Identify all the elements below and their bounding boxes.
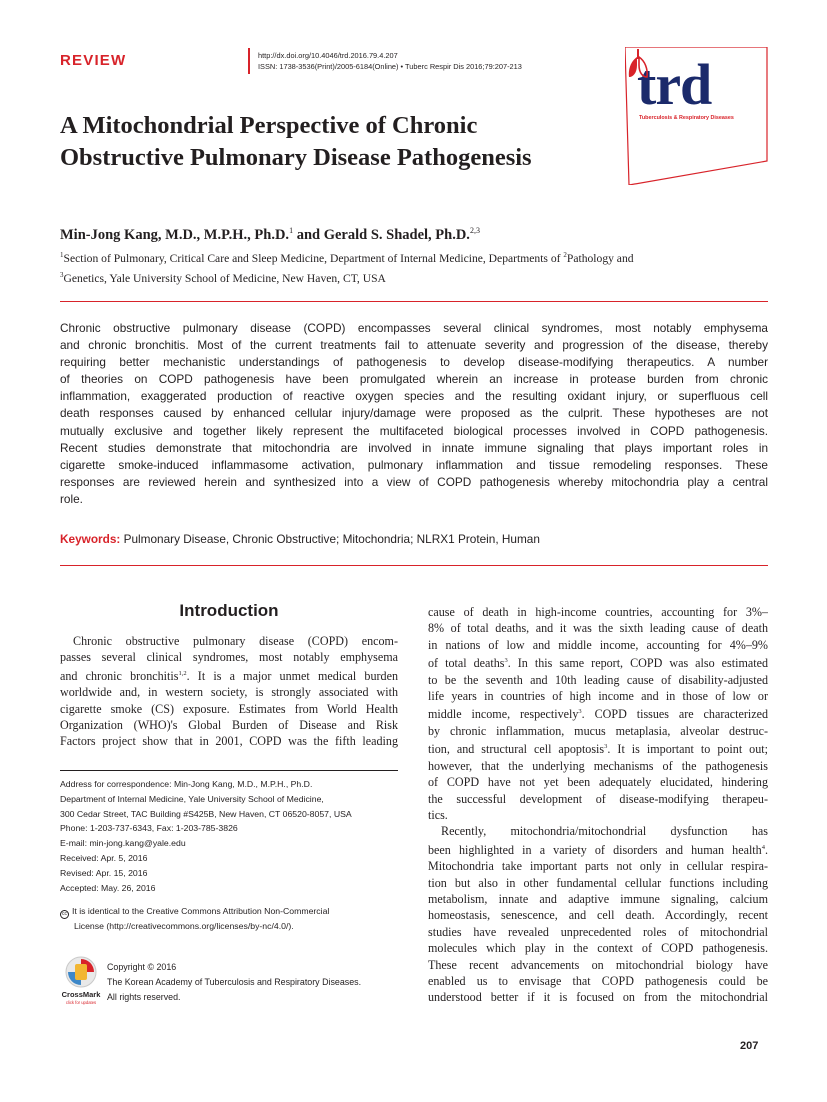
issn-info: ISSN: 1738-3536(Print)/2005-6184(Online) • Tuberc Respir Dis 2016;79:207-213 — [258, 62, 522, 71]
citation-sup: 3 — [578, 708, 582, 716]
body-line: enabled us to envisage that COPD pathogenesis could be — [428, 974, 768, 989]
body-line — [428, 840, 768, 858]
affil-text: Pathology and — [566, 251, 634, 265]
header-divider — [248, 48, 250, 74]
body-line: by chronic inflammation, mucus metaplasia, alveolar destruc- — [428, 723, 768, 738]
body-line: Chronic obstructive pulmonary disease (COPD) encom- — [73, 634, 398, 648]
body-line: 8% of total deaths, and it was the sixth leading cause of death — [428, 621, 768, 636]
abstract-line: and chronic bronchitis. Most of the current treatments fail to attenuate severity and progression of the disease, thereby — [60, 338, 768, 353]
abstract-line: Chronic obstructive pulmonary disease (COPD) encompasses several clinical syndromes, most notably emphysema — [60, 321, 768, 335]
body-line: to be the seventh and 10th leading cause of disability-adjusted — [428, 672, 768, 687]
article-meta — [258, 50, 522, 72]
author-name: Gerald S. Shadel, Ph.D. — [323, 226, 470, 243]
license-block — [60, 904, 400, 934]
journal-logo[interactable] — [625, 47, 768, 185]
keywords-label: Keywords: — [60, 532, 121, 546]
lungs-icon — [625, 47, 651, 81]
body-line: worldwide and, in western society, is strongly associated with — [60, 685, 398, 700]
license-link[interactable]: License (http://creativecommons.org/licenses/by-nc/4.0/). — [74, 921, 294, 931]
body-line: tion but also in other fundamental cellular functions including — [428, 875, 768, 890]
copyright-line: All rights reserved. — [107, 992, 181, 1002]
body-line: homeostasis, senescence, and cell death. Accordingly, recent — [428, 908, 768, 923]
body-text: been highlighted in a variety of disorders and human health — [428, 842, 762, 857]
received-date: Received: Apr. 5, 2016 — [60, 852, 148, 863]
body-text: . In this same report, COPD was also estimated — [507, 656, 768, 671]
body-line: of COPD have not yet been adequately elucidated, hindering — [428, 775, 768, 790]
correspondence-line: Department of Internal Medicine, Yale University School of Medicine, — [60, 793, 324, 804]
body-text: middle income, respectively — [428, 707, 579, 722]
license-line — [60, 904, 400, 919]
copyright-line: Copyright © 2016 — [107, 962, 177, 972]
affil-text: Genetics, Yale University School of Medicine, New Haven, CT, USA — [63, 271, 386, 285]
abstract — [60, 320, 768, 508]
affil-text: Section of Pulmonary, Critical Care and Sleep Medicine, Department of Internal Medicine, Departments of — [63, 251, 564, 265]
keywords — [60, 532, 540, 546]
affiliation-line — [60, 267, 770, 287]
article-title — [60, 110, 620, 174]
section-label: REVIEW — [60, 52, 127, 69]
abstract-line: responses are reviewed herein and synthesized into a view of COPD pathogenesis whereby mitochondria play a central — [60, 474, 768, 489]
abstract-line: Recent studies demonstrate that mitochondria are involved in innate immune signaling that plays important roles in — [60, 440, 768, 455]
body-line: the successful development of disease-modifying therapeu- — [428, 791, 768, 806]
body-text: . It is important to point out; — [607, 742, 768, 757]
title-line: A Mitochondrial Perspective of Chronic — [60, 112, 478, 139]
body-line: studies have revealed unprecedented roles of mitochondrial — [428, 924, 768, 939]
creative-commons-icon: cc — [62, 911, 67, 917]
abstract-line: cigarette smoke-induced inflammasome activation, pulmonary inflammation and tissue remodeling responses. These — [60, 457, 768, 472]
affiliations — [60, 247, 770, 287]
page-number: 207 — [740, 1040, 759, 1052]
body-line: passes several clinical syndromes, most notably emphysema — [60, 650, 398, 665]
correspondence-phone: Phone: 1-203-737-6343, Fax: 1-203-785-3826 — [60, 823, 238, 834]
body-line — [60, 666, 398, 684]
crossmark-sublabel: click for updates — [65, 1000, 97, 1005]
body-line — [428, 739, 768, 757]
abstract-line: death responses caused by enhanced cellular injury/damage were proposed as the culprit. These hypotheses are not — [60, 406, 768, 421]
body-line: life years in countries of high income and in those of low or — [428, 689, 768, 704]
author-affil-sup: 1 — [289, 226, 294, 235]
intro-right-column — [428, 604, 768, 1006]
abstract-bottom-rule — [60, 565, 768, 566]
citation-sup: 3 — [604, 743, 608, 751]
license-text: It is identical to the Creative Commons Attribution Non-Commercial — [72, 906, 330, 916]
body-line: metabolism, innate and adaptive immune signaling, calcium — [428, 892, 768, 907]
body-line: Organization (WHO)'s Global Burden of Disease and Risk — [60, 718, 398, 733]
abstract-line: of theories on COPD pathogenesis have been promulgated wherein an increase in protease burden from chronic — [60, 372, 768, 387]
intro-left-column — [60, 633, 398, 750]
body-line: however, that the underlying mechanisms of the pathogenesis — [428, 758, 768, 773]
correspondence-block — [60, 777, 400, 895]
introduction-heading: Introduction — [179, 601, 279, 620]
body-text: . — [764, 842, 768, 857]
copyright-block — [107, 960, 361, 1005]
correspondence-email[interactable]: E-mail: min-jong.kang@yale.edu — [60, 838, 186, 849]
citation-sup: 1,2 — [178, 669, 187, 677]
accepted-date: Accepted: May. 26, 2016 — [60, 882, 156, 893]
abstract-line: inflammation, exaggerated production of reactive oxygen species and the resulting oxidant injury, or superfluous cell — [60, 389, 768, 404]
body-line — [428, 704, 768, 722]
title-line: Obstructive Pulmonary Disease Pathogenesis — [60, 144, 532, 171]
abstract-line: mutually exclusive and together likely represent the multifaceted biological processes involved in COPD pathogenesis. — [60, 423, 768, 438]
body-line: tics. — [428, 807, 448, 822]
correspondence-line: Address for correspondence: Min-Jong Kang, M.D., M.P.H., Ph.D. — [60, 779, 313, 789]
crossmark-badge[interactable] — [60, 955, 102, 1007]
body-text: tion, and structural cell apoptosis — [428, 742, 605, 757]
body-text: . It is a major unmet medical burden — [186, 668, 398, 683]
body-line: Factors project show that in 2001, COPD was the fifth leading — [60, 734, 398, 749]
author-affil-sup: 2,3 — [469, 226, 480, 235]
doi-link[interactable]: http://dx.doi.org/10.4046/trd.2016.79.4.207 — [258, 51, 398, 60]
body-line: cigarette smoke (CS) exposure. Estimates from World Health — [60, 701, 398, 716]
body-text: . COPD tissues are characterized — [581, 707, 768, 722]
body-text: and chronic bronchitis — [60, 668, 179, 683]
affil-sup: 1 — [60, 251, 64, 259]
author-connector: and — [293, 226, 324, 243]
abstract-top-rule — [60, 301, 768, 302]
logo-wordmark: trd — [637, 52, 712, 117]
body-line: Mitochondria take important parts not only in cellular respira- — [428, 859, 768, 874]
abstract-line: role. — [60, 491, 83, 506]
affil-sup: 3 — [60, 270, 64, 279]
body-line: understood better if it is focused on from the mitochondrial — [428, 990, 768, 1005]
body-text: of total deaths — [428, 656, 505, 671]
copyright-line: The Korean Academy of Tuberculosis and Respiratory Diseases. — [107, 977, 362, 987]
keywords-text: Pulmonary Disease, Chronic Obstructive; Mitochondria; NLRX1 Protein, Human — [120, 532, 540, 546]
body-line: cause of death in high-income countries, accounting for 3%– — [428, 605, 768, 619]
affiliation-line — [60, 247, 770, 267]
logo-subtitle: Tuberculosis & Respiratory Diseases — [639, 115, 734, 121]
body-line: in nations of low and middle income, accounting for 4%–9% — [428, 637, 768, 652]
revised-date: Revised: Apr. 15, 2016 — [60, 867, 148, 878]
body-line: molecules which play in the context of COPD pathogenesis. — [428, 941, 768, 956]
crossmark-label: CrossMark — [61, 990, 101, 999]
citation-sup: 4 — [761, 843, 765, 851]
citation-sup: 3 — [504, 657, 508, 665]
affil-sup: 2 — [563, 251, 567, 259]
body-line — [428, 653, 768, 671]
crossmark-icon — [60, 955, 102, 1007]
abstract-line: requiring better mechanistic understandings of pathogenesis to develop disease-modifying therapeutics. A number — [60, 355, 768, 370]
body-line: These recent advancements on mitochondrial biology have — [428, 957, 768, 972]
author-list — [60, 226, 480, 244]
correspondence-line: 300 Cedar Street, TAC Building #S425B, New Haven, CT 06520-8057, USA — [60, 808, 352, 819]
body-line: Recently, mitochondria/mitochondrial dysfunction has — [441, 824, 768, 839]
footnote-divider — [60, 770, 398, 771]
author-name: Min-Jong Kang, M.D., M.P.H., Ph.D. — [60, 226, 290, 243]
